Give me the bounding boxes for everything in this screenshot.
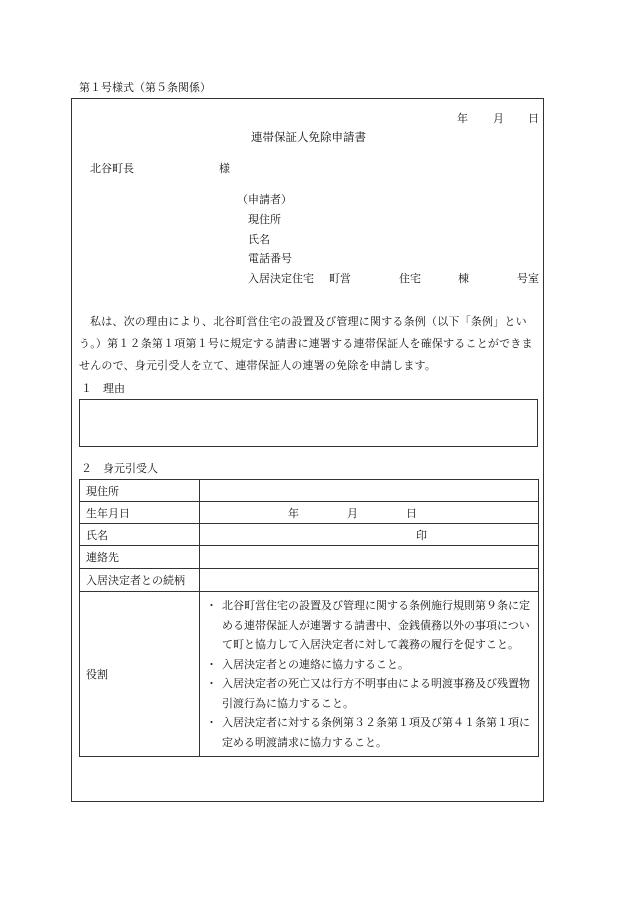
birthdate-label: 生年月日 [80,502,200,524]
role-label: 役割 [80,592,200,757]
applicant-address-label: 現住所 [248,213,281,226]
applicant-housing-type: 住宅 [399,272,421,285]
row-role [80,592,539,757]
date-year: 年 [457,112,468,125]
row-birthdate [80,502,539,524]
name-label: 氏名 [80,524,200,546]
relation-label: 入居決定者との続柄 [80,569,200,592]
applicant-housing-building: 棟 [458,272,469,285]
applicant-heading: （申請者） [237,193,292,206]
contact-label: 連絡先 [80,546,200,569]
name-field[interactable] [200,524,539,546]
role-item: ・ 北谷町営住宅の設置及び管理に関する条例施行規則第９条に定める連帯保証人が連署する請書中、金銭債務以外の事項について町と協力して入居決定者に対して義務の履行を促すこと。 [206,596,534,655]
reason-field[interactable] [79,399,538,447]
row-address [80,480,539,502]
role-list [206,592,538,756]
role-item: ・ 入居決定者との連絡に協力すること。 [206,655,534,675]
row-relation [80,569,539,592]
address-label: 現住所 [80,480,200,502]
request-paragraph: 私は、次の理由により、北谷町営住宅の設置及び管理に関する条例（以下「条例」という。）第１２条第１項第１号に規定する請書に連署する連帯保証人を確保することができませんので、身元引受人を立て、連帯保証人の連署の免除を申請します。 [79,315,533,372]
reason-heading: １ 理由 [81,382,125,395]
relation-field[interactable] [200,569,539,592]
guarantor-table [79,479,539,757]
guarantor-heading: ２ 身元引受人 [81,462,158,475]
birth-month-label: 月 [347,507,358,520]
date-day: 日 [528,112,539,125]
role-cell [200,592,539,757]
applicant-housing-town: 町営 [329,272,351,285]
address-field[interactable] [200,480,539,502]
applicant-housing-room: 号室 [517,272,539,285]
applicant-name-label: 氏名 [248,233,270,246]
birth-day-label: 日 [406,507,417,520]
seal-mark: 印 [416,529,427,542]
applicant-housing-label: 入居決定住宅 [248,272,314,285]
form-number: 第１号様式（第５条関係） [79,81,211,94]
birth-year-label: 年 [288,507,299,520]
row-contact [80,546,539,569]
document-title: 連帯保証人免除申請書 [251,130,366,144]
role-item: ・ 入居決定者の死亡又は行方不明事由による明渡事務及び残置物引渡行為に協力すること。 [206,674,534,713]
addressee-honorific: 様 [219,162,230,175]
contact-field[interactable] [200,546,539,569]
row-name [80,524,539,546]
date-month: 月 [493,112,504,125]
role-item: ・ 入居決定者に対する条例第３２条第１項及び第４１条第１項に定める明渡請求に協力すること。 [206,713,534,752]
applicant-phone-label: 電話番号 [248,252,292,265]
birthdate-field[interactable] [200,502,539,524]
addressee-name: 北谷町長 [90,162,134,175]
